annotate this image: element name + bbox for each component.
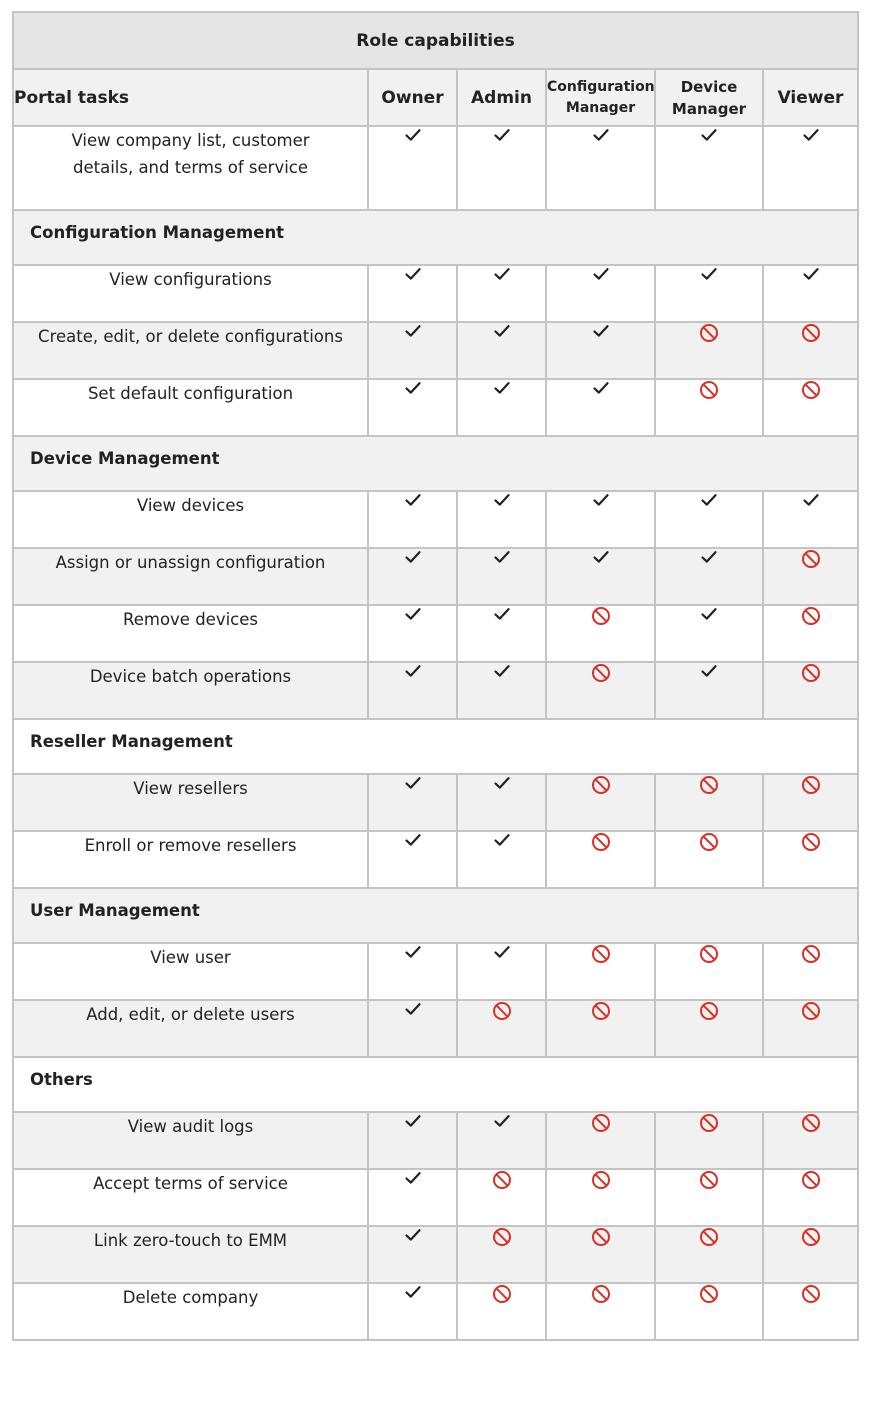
cell-viewer xyxy=(763,1169,858,1226)
cell-configuration-manager xyxy=(546,1169,655,1226)
role-capabilities-table xyxy=(12,11,859,1341)
check-icon xyxy=(592,492,610,508)
cell-admin xyxy=(457,605,546,662)
cell-owner xyxy=(368,1226,457,1283)
cell-owner xyxy=(368,943,457,1000)
task-label: View devices xyxy=(13,491,368,548)
cell-configuration-manager xyxy=(546,774,655,831)
table-row xyxy=(13,379,858,436)
check-icon xyxy=(404,127,422,143)
section-header-row xyxy=(13,719,858,774)
task-label: Device batch operations xyxy=(13,662,368,719)
check-icon xyxy=(592,549,610,565)
table-row xyxy=(13,1000,858,1057)
cell-admin xyxy=(457,774,546,831)
cell-admin xyxy=(457,1226,546,1283)
cell-admin xyxy=(457,831,546,888)
cell-admin xyxy=(457,1169,546,1226)
task-label: View configurations xyxy=(13,265,368,322)
cell-owner xyxy=(368,379,457,436)
cell-viewer xyxy=(763,943,858,1000)
cell-viewer xyxy=(763,605,858,662)
cell-configuration-manager xyxy=(546,605,655,662)
cell-viewer xyxy=(763,322,858,379)
task-label: Add, edit, or delete users xyxy=(13,1000,368,1057)
check-icon xyxy=(493,606,511,622)
cell-owner xyxy=(368,774,457,831)
cell-owner xyxy=(368,662,457,719)
prohibited-icon xyxy=(591,663,611,683)
table-row xyxy=(13,943,858,1000)
column-header-row xyxy=(13,69,858,126)
cell-admin xyxy=(457,322,546,379)
prohibited-icon xyxy=(591,832,611,852)
cell-device-manager xyxy=(655,548,763,605)
prohibited-icon xyxy=(801,775,821,795)
cell-device-manager xyxy=(655,1283,763,1340)
section-title: Reseller Management xyxy=(13,719,858,774)
prohibited-icon xyxy=(801,380,821,400)
check-icon xyxy=(592,323,610,339)
prohibited-icon xyxy=(699,1113,719,1133)
cell-viewer xyxy=(763,1000,858,1057)
table-row xyxy=(13,126,858,210)
cell-admin xyxy=(457,548,546,605)
cell-owner xyxy=(368,1000,457,1057)
check-icon xyxy=(404,1113,422,1129)
prohibited-icon xyxy=(591,1001,611,1021)
check-icon xyxy=(404,380,422,396)
cell-admin xyxy=(457,265,546,322)
cell-admin xyxy=(457,126,546,210)
cell-device-manager xyxy=(655,126,763,210)
cell-owner xyxy=(368,491,457,548)
prohibited-icon xyxy=(801,1001,821,1021)
header-portal-tasks: Portal tasks xyxy=(13,69,368,126)
cell-admin xyxy=(457,943,546,1000)
check-icon xyxy=(700,663,718,679)
cell-viewer xyxy=(763,774,858,831)
prohibited-icon xyxy=(801,1284,821,1304)
prohibited-icon xyxy=(591,944,611,964)
table-row xyxy=(13,491,858,548)
cell-admin xyxy=(457,1112,546,1169)
prohibited-icon xyxy=(699,1001,719,1021)
header-device-manager xyxy=(655,69,763,126)
prohibited-icon xyxy=(699,775,719,795)
check-icon xyxy=(802,266,820,282)
prohibited-icon xyxy=(801,663,821,683)
check-icon xyxy=(700,606,718,622)
check-icon xyxy=(404,266,422,282)
cell-viewer xyxy=(763,1226,858,1283)
task-label: Set default configuration xyxy=(13,379,368,436)
cell-configuration-manager xyxy=(546,662,655,719)
table-row xyxy=(13,1112,858,1169)
prohibited-icon xyxy=(699,323,719,343)
cell-device-manager xyxy=(655,1226,763,1283)
header-admin: Admin xyxy=(457,69,546,126)
check-icon xyxy=(493,944,511,960)
section-title: User Management xyxy=(13,888,858,943)
prohibited-icon xyxy=(591,1170,611,1190)
cell-viewer xyxy=(763,831,858,888)
cell-configuration-manager xyxy=(546,379,655,436)
check-icon xyxy=(404,492,422,508)
check-icon xyxy=(404,606,422,622)
task-label: View audit logs xyxy=(13,1112,368,1169)
check-icon xyxy=(404,1284,422,1300)
cell-device-manager xyxy=(655,379,763,436)
task-label: Accept terms of service xyxy=(13,1169,368,1226)
cell-device-manager xyxy=(655,491,763,548)
prohibited-icon xyxy=(801,1170,821,1190)
cell-configuration-manager xyxy=(546,322,655,379)
prohibited-icon xyxy=(492,1001,512,1021)
table-row xyxy=(13,605,858,662)
header-viewer: Viewer xyxy=(763,69,858,126)
prohibited-icon xyxy=(699,832,719,852)
check-icon xyxy=(592,127,610,143)
cell-device-manager xyxy=(655,943,763,1000)
task-label: View resellers xyxy=(13,774,368,831)
table-row xyxy=(13,548,858,605)
task-label: Assign or unassign configuration xyxy=(13,548,368,605)
check-icon xyxy=(700,492,718,508)
section-title: Device Management xyxy=(13,436,858,491)
check-icon xyxy=(700,127,718,143)
cell-configuration-manager xyxy=(546,831,655,888)
check-icon xyxy=(404,775,422,791)
section-title: Configuration Management xyxy=(13,210,858,265)
prohibited-icon xyxy=(801,944,821,964)
cell-device-manager xyxy=(655,1112,763,1169)
cell-device-manager xyxy=(655,265,763,322)
prohibited-icon xyxy=(492,1227,512,1247)
table-row xyxy=(13,774,858,831)
prohibited-icon xyxy=(801,606,821,626)
check-icon xyxy=(493,663,511,679)
cell-configuration-manager xyxy=(546,1112,655,1169)
cell-owner xyxy=(368,1169,457,1226)
cell-viewer xyxy=(763,265,858,322)
cell-device-manager xyxy=(655,1169,763,1226)
header-device-manager-line2: Manager xyxy=(671,99,747,118)
task-label: Remove devices xyxy=(13,605,368,662)
cell-viewer xyxy=(763,1112,858,1169)
check-icon xyxy=(493,127,511,143)
table-row xyxy=(13,265,858,322)
cell-viewer xyxy=(763,1283,858,1340)
check-icon xyxy=(404,323,422,339)
prohibited-icon xyxy=(591,775,611,795)
prohibited-icon xyxy=(801,832,821,852)
prohibited-icon xyxy=(699,1170,719,1190)
cell-owner xyxy=(368,126,457,210)
check-icon xyxy=(404,1227,422,1243)
prohibited-icon xyxy=(699,380,719,400)
cell-configuration-manager xyxy=(546,126,655,210)
check-icon xyxy=(802,127,820,143)
table-row xyxy=(13,322,858,379)
cell-viewer xyxy=(763,548,858,605)
task-label: Delete company xyxy=(13,1283,368,1340)
cell-owner xyxy=(368,1283,457,1340)
table-row xyxy=(13,662,858,719)
section-header-row xyxy=(13,210,858,265)
check-icon xyxy=(493,266,511,282)
cell-device-manager xyxy=(655,831,763,888)
cell-admin xyxy=(457,379,546,436)
header-configuration-manager-line1: Configuration xyxy=(547,78,655,95)
task-label: Enroll or remove resellers xyxy=(13,831,368,888)
prohibited-icon xyxy=(801,1113,821,1133)
header-device-manager-line1: Device xyxy=(680,77,738,96)
cell-admin xyxy=(457,1000,546,1057)
section-title: Others xyxy=(13,1057,858,1112)
check-icon xyxy=(404,549,422,565)
cell-viewer xyxy=(763,491,858,548)
prohibited-icon xyxy=(591,1113,611,1133)
task-label: Create, edit, or delete configurations xyxy=(13,322,368,379)
cell-owner xyxy=(368,322,457,379)
check-icon xyxy=(493,775,511,791)
cell-device-manager xyxy=(655,1000,763,1057)
header-configuration-manager-line2: Manager xyxy=(565,99,636,116)
prohibited-icon xyxy=(801,549,821,569)
check-icon xyxy=(404,1170,422,1186)
section-header-row xyxy=(13,1057,858,1112)
header-configuration-manager xyxy=(546,69,655,126)
cell-admin xyxy=(457,491,546,548)
check-icon xyxy=(404,1001,422,1017)
check-icon xyxy=(404,663,422,679)
check-icon xyxy=(493,380,511,396)
table-row xyxy=(13,1283,858,1340)
cell-configuration-manager xyxy=(546,1000,655,1057)
cell-configuration-manager xyxy=(546,943,655,1000)
check-icon xyxy=(404,832,422,848)
check-icon xyxy=(493,832,511,848)
prohibited-icon xyxy=(699,1284,719,1304)
cell-configuration-manager xyxy=(546,491,655,548)
check-icon xyxy=(592,266,610,282)
table-row xyxy=(13,831,858,888)
cell-admin xyxy=(457,662,546,719)
cell-owner xyxy=(368,548,457,605)
header-owner: Owner xyxy=(368,69,457,126)
prohibited-icon xyxy=(801,323,821,343)
prohibited-icon xyxy=(492,1170,512,1190)
cell-owner xyxy=(368,605,457,662)
cell-owner xyxy=(368,265,457,322)
task-label: Link zero-touch to EMM xyxy=(13,1226,368,1283)
prohibited-icon xyxy=(591,1284,611,1304)
prohibited-icon xyxy=(801,1227,821,1247)
check-icon xyxy=(493,1113,511,1129)
table-row xyxy=(13,1226,858,1283)
cell-device-manager xyxy=(655,322,763,379)
task-label: View company list, customer details, and terms of service xyxy=(13,126,368,210)
prohibited-icon xyxy=(699,1227,719,1247)
prohibited-icon xyxy=(699,944,719,964)
check-icon xyxy=(700,266,718,282)
cell-owner xyxy=(368,1112,457,1169)
cell-device-manager xyxy=(655,605,763,662)
table-row xyxy=(13,1169,858,1226)
prohibited-icon xyxy=(591,606,611,626)
check-icon xyxy=(404,944,422,960)
cell-viewer xyxy=(763,662,858,719)
check-icon xyxy=(802,492,820,508)
cell-configuration-manager xyxy=(546,548,655,605)
section-header-row xyxy=(13,436,858,491)
prohibited-icon xyxy=(492,1284,512,1304)
cell-viewer xyxy=(763,379,858,436)
cell-viewer xyxy=(763,126,858,210)
task-label: View user xyxy=(13,943,368,1000)
table-title: Role capabilities xyxy=(13,12,858,69)
prohibited-icon xyxy=(591,1227,611,1247)
cell-configuration-manager xyxy=(546,265,655,322)
check-icon xyxy=(493,492,511,508)
section-header-row xyxy=(13,888,858,943)
cell-admin xyxy=(457,1283,546,1340)
check-icon xyxy=(493,323,511,339)
cell-configuration-manager xyxy=(546,1283,655,1340)
table-body xyxy=(13,126,858,1340)
cell-device-manager xyxy=(655,774,763,831)
cell-owner xyxy=(368,831,457,888)
check-icon xyxy=(592,380,610,396)
check-icon xyxy=(700,549,718,565)
check-icon xyxy=(493,549,511,565)
cell-device-manager xyxy=(655,662,763,719)
cell-configuration-manager xyxy=(546,1226,655,1283)
